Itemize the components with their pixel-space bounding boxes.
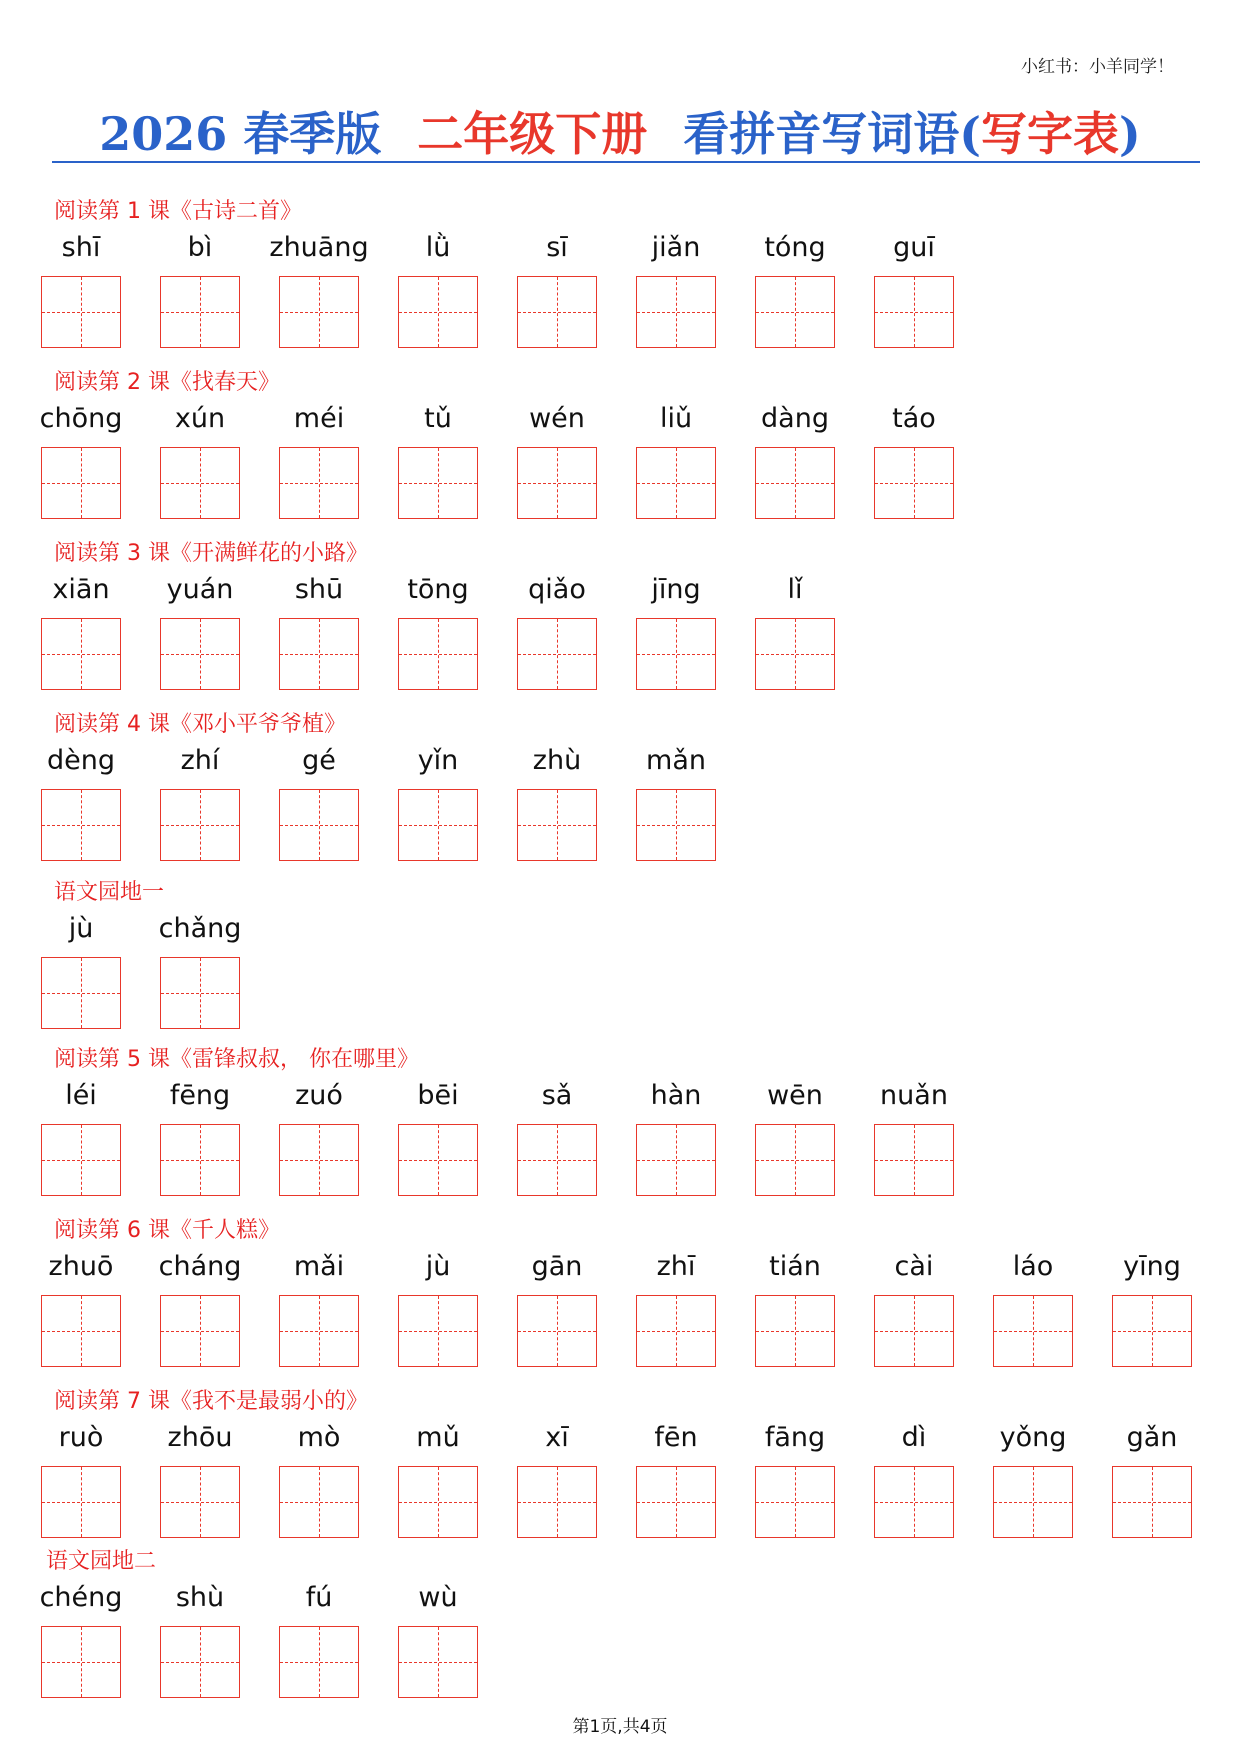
pinyin-label: táo (892, 403, 936, 434)
grid-guide-horizontal (280, 825, 358, 826)
pinyin-label: mǎn (646, 745, 706, 776)
pinyin-label: hàn (650, 1080, 702, 1111)
page-number: 第1页,共4页 (572, 1717, 668, 1737)
grid-guide-horizontal (518, 654, 596, 655)
writing-grid-box[interactable] (636, 618, 716, 690)
grid-guide-horizontal (42, 825, 120, 826)
title-underline (52, 161, 1200, 163)
pinyin-label: gān (531, 1251, 583, 1282)
grid-guide-horizontal (637, 1502, 715, 1503)
writing-grid-box[interactable] (874, 276, 954, 348)
writing-grid-box[interactable] (398, 1124, 478, 1196)
grid-guide-horizontal (399, 1662, 477, 1663)
grid-guide-horizontal (518, 1502, 596, 1503)
grid-guide-horizontal (637, 1331, 715, 1332)
pinyin-label: wēn (767, 1080, 823, 1111)
writing-grid-box[interactable] (1112, 1295, 1192, 1367)
lesson-title: 阅读第 2 课《找春天》 (54, 370, 280, 395)
grid-guide-horizontal (756, 483, 834, 484)
pinyin-label: qiǎo (528, 574, 586, 605)
writing-grid-box[interactable] (636, 276, 716, 348)
grid-guide-horizontal (161, 654, 239, 655)
grid-guide-horizontal (161, 1331, 239, 1332)
writing-grid-box[interactable] (398, 1295, 478, 1367)
pinyin-label: fēn (654, 1422, 698, 1453)
grid-guide-horizontal (518, 825, 596, 826)
grid-guide-horizontal (399, 825, 477, 826)
pinyin-label: ruò (58, 1422, 104, 1453)
writing-grid-box[interactable] (41, 789, 121, 861)
writing-grid-box[interactable] (755, 618, 835, 690)
writing-grid-box[interactable] (279, 1466, 359, 1538)
writing-grid-box[interactable] (755, 1466, 835, 1538)
pinyin-label: yǐn (417, 745, 459, 776)
pinyin-label: tǔ (424, 403, 452, 434)
writing-grid-box[interactable] (755, 1124, 835, 1196)
writing-grid-box[interactable] (279, 789, 359, 861)
grid-guide-horizontal (161, 1160, 239, 1161)
grid-guide-horizontal (42, 654, 120, 655)
grid-guide-horizontal (42, 1662, 120, 1663)
pinyin-label: zhuō (48, 1251, 114, 1282)
writing-grid-box[interactable] (398, 1466, 478, 1538)
grid-guide-horizontal (518, 312, 596, 313)
grid-guide-horizontal (1113, 1331, 1191, 1332)
grid-guide-horizontal (399, 654, 477, 655)
pinyin-label: mò (297, 1422, 341, 1453)
writing-grid-box[interactable] (517, 618, 597, 690)
writing-grid-box[interactable] (398, 447, 478, 519)
writing-grid-box[interactable] (398, 1626, 478, 1698)
writing-grid-box[interactable] (279, 1124, 359, 1196)
grid-guide-horizontal (399, 483, 477, 484)
grid-guide-horizontal (161, 1502, 239, 1503)
grid-guide-horizontal (42, 1502, 120, 1503)
writing-grid-box[interactable] (636, 1124, 716, 1196)
grid-guide-horizontal (42, 312, 120, 313)
writing-grid-box[interactable] (160, 1626, 240, 1698)
pinyin-label: yǒng (999, 1422, 1067, 1453)
writing-grid-box[interactable] (874, 1295, 954, 1367)
pinyin-label: bēi (417, 1080, 459, 1111)
writing-grid-box[interactable] (41, 957, 121, 1029)
pinyin-label: fú (305, 1582, 333, 1613)
writing-grid-box[interactable] (636, 1295, 716, 1367)
grid-guide-horizontal (42, 1331, 120, 1332)
writing-grid-box[interactable] (160, 276, 240, 348)
writing-grid-box[interactable] (517, 789, 597, 861)
grid-guide-horizontal (875, 483, 953, 484)
writing-grid-box[interactable] (41, 276, 121, 348)
grid-guide-horizontal (399, 1331, 477, 1332)
pinyin-label: xiān (52, 574, 110, 605)
pinyin-label: fāng (764, 1422, 826, 1453)
writing-grid-box[interactable] (517, 1466, 597, 1538)
pinyin-label: zhī (656, 1251, 696, 1282)
writing-grid-box[interactable] (160, 447, 240, 519)
pinyin-label: zuó (295, 1080, 343, 1111)
writing-grid-box[interactable] (993, 1295, 1073, 1367)
grid-guide-horizontal (518, 1160, 596, 1161)
writing-grid-box[interactable] (160, 957, 240, 1029)
grid-guide-horizontal (161, 483, 239, 484)
writing-grid-box[interactable] (517, 276, 597, 348)
title-table: 写字表 (981, 107, 1120, 161)
grid-guide-horizontal (399, 1160, 477, 1161)
pinyin-label: jiǎn (651, 232, 701, 263)
grid-guide-horizontal (756, 312, 834, 313)
grid-guide-horizontal (42, 483, 120, 484)
pinyin-label: shī (61, 232, 101, 263)
pinyin-label: gé (302, 745, 336, 776)
grid-guide-horizontal (280, 1160, 358, 1161)
pinyin-label: jù (68, 913, 94, 944)
title-task: 看拼音写词语( (683, 107, 982, 161)
pinyin-label: zhuāng (269, 232, 369, 263)
writing-grid-box[interactable] (874, 1124, 954, 1196)
pinyin-label: sǎ (541, 1080, 573, 1111)
grid-guide-horizontal (518, 1331, 596, 1332)
writing-grid-box[interactable] (279, 618, 359, 690)
writing-grid-box[interactable] (279, 1626, 359, 1698)
grid-guide-horizontal (756, 1160, 834, 1161)
title-edition: 2026 春季版 (99, 107, 382, 161)
writing-grid-box[interactable] (41, 1466, 121, 1538)
writing-grid-box[interactable] (755, 447, 835, 519)
writing-grid-box[interactable] (160, 1466, 240, 1538)
writing-grid-box[interactable] (398, 789, 478, 861)
pinyin-label: shū (294, 574, 344, 605)
writing-grid-box[interactable] (636, 789, 716, 861)
pinyin-label: liǔ (659, 403, 693, 434)
grid-guide-horizontal (280, 1502, 358, 1503)
pinyin-label: yīng (1123, 1251, 1181, 1282)
pinyin-label: lǐ (787, 574, 803, 605)
pinyin-label: cháng (158, 1251, 242, 1282)
pinyin-label: yuán (166, 574, 234, 605)
title-close: ) (1119, 107, 1141, 161)
grid-guide-horizontal (875, 1331, 953, 1332)
writing-grid-box[interactable] (279, 276, 359, 348)
pinyin-label: mǎi (293, 1251, 345, 1282)
pinyin-label: bì (187, 232, 213, 263)
pinyin-label: jù (425, 1251, 451, 1282)
grid-guide-horizontal (42, 1160, 120, 1161)
writing-grid-box[interactable] (398, 618, 478, 690)
grid-guide-horizontal (637, 312, 715, 313)
pinyin-label: cài (894, 1251, 934, 1282)
lesson-title: 阅读第 3 课《开满鲜花的小路》 (54, 541, 368, 566)
grid-guide-horizontal (399, 312, 477, 313)
grid-guide-horizontal (518, 483, 596, 484)
lesson-title: 语文园地一 (54, 880, 165, 905)
writing-grid-box[interactable] (636, 1466, 716, 1538)
grid-guide-horizontal (637, 1160, 715, 1161)
grid-guide-horizontal (1113, 1502, 1191, 1503)
grid-guide-horizontal (161, 993, 239, 994)
grid-guide-horizontal (637, 654, 715, 655)
pinyin-label: dèng (46, 745, 115, 776)
writing-grid-box[interactable] (874, 447, 954, 519)
grid-guide-horizontal (994, 1502, 1072, 1503)
grid-guide-horizontal (756, 1331, 834, 1332)
pinyin-label: chōng (39, 403, 123, 434)
pinyin-label: chéng (39, 1582, 123, 1613)
grid-guide-horizontal (637, 825, 715, 826)
pinyin-label: méi (293, 403, 345, 434)
grid-guide-horizontal (280, 1662, 358, 1663)
grid-guide-horizontal (280, 483, 358, 484)
writing-grid-box[interactable] (41, 1124, 121, 1196)
pinyin-label: chǎng (158, 913, 242, 944)
writing-grid-box[interactable] (279, 447, 359, 519)
writing-grid-box[interactable] (41, 1295, 121, 1367)
grid-guide-horizontal (280, 1331, 358, 1332)
pinyin-label: mǔ (416, 1422, 460, 1453)
grid-guide-horizontal (875, 312, 953, 313)
writing-grid-box[interactable] (993, 1466, 1073, 1538)
title-grade: 二年级下册 (417, 107, 648, 161)
grid-guide-horizontal (637, 483, 715, 484)
pinyin-label: tóng (764, 232, 826, 263)
pinyin-label: xī (545, 1422, 569, 1453)
writing-grid-box[interactable] (160, 618, 240, 690)
writing-grid-box[interactable] (755, 276, 835, 348)
writing-grid-box[interactable] (755, 1295, 835, 1367)
grid-guide-horizontal (280, 312, 358, 313)
pinyin-label: wù (418, 1582, 458, 1613)
grid-guide-horizontal (42, 993, 120, 994)
writing-grid-box[interactable] (160, 789, 240, 861)
lesson-title: 阅读第 5 课《雷锋叔叔， 你在哪里》 (54, 1047, 419, 1072)
writing-grid-box[interactable] (1112, 1466, 1192, 1538)
pinyin-label: zhù (532, 745, 582, 776)
pinyin-label: dàng (761, 403, 829, 434)
writing-grid-box[interactable] (160, 1295, 240, 1367)
pinyin-label: léi (65, 1080, 97, 1111)
grid-guide-horizontal (756, 1502, 834, 1503)
writing-grid-box[interactable] (874, 1466, 954, 1538)
writing-grid-box[interactable] (517, 447, 597, 519)
grid-guide-horizontal (161, 825, 239, 826)
pinyin-label: gǎn (1126, 1422, 1178, 1453)
grid-guide-horizontal (161, 1662, 239, 1663)
lesson-title: 阅读第 1 课《古诗二首》 (54, 199, 302, 224)
writing-grid-box[interactable] (517, 1295, 597, 1367)
lesson-title: 阅读第 4 课《邓小平爷爷植》 (54, 712, 346, 737)
page-title (0, 104, 1240, 164)
writing-grid-box[interactable] (279, 1295, 359, 1367)
pinyin-label: zhōu (167, 1422, 233, 1453)
pinyin-label: fēng (169, 1080, 231, 1111)
grid-guide-horizontal (756, 654, 834, 655)
pinyin-label: shù (175, 1582, 225, 1613)
pinyin-label: láo (1012, 1251, 1054, 1282)
lesson-title: 阅读第 7 课《我不是最弱小的》 (54, 1389, 368, 1414)
pinyin-label: wén (529, 403, 585, 434)
pinyin-label: guī (893, 232, 935, 263)
writing-grid-box[interactable] (41, 1626, 121, 1698)
pinyin-label: dì (901, 1422, 927, 1453)
pinyin-label: tōng (407, 574, 469, 605)
watermark-text: 小红书：小羊同学！ (1021, 57, 1174, 77)
grid-guide-horizontal (399, 1502, 477, 1503)
grid-guide-horizontal (161, 312, 239, 313)
pinyin-label: sī (546, 232, 568, 263)
writing-grid-box[interactable] (517, 1124, 597, 1196)
lesson-title: 阅读第 6 课《千人糕》 (54, 1218, 280, 1243)
lesson-title: 语文园地二 (46, 1549, 157, 1574)
writing-grid-box[interactable] (41, 447, 121, 519)
writing-grid-box[interactable] (41, 618, 121, 690)
pinyin-label: nuǎn (880, 1080, 948, 1111)
writing-grid-box[interactable] (636, 447, 716, 519)
grid-guide-horizontal (875, 1160, 953, 1161)
pinyin-label: zhí (180, 745, 220, 776)
writing-grid-box[interactable] (398, 276, 478, 348)
pinyin-label: tián (769, 1251, 821, 1282)
pinyin-label: jīng (651, 574, 701, 605)
grid-guide-horizontal (875, 1502, 953, 1503)
grid-guide-horizontal (280, 654, 358, 655)
pinyin-label: xún (174, 403, 226, 434)
pinyin-label: lǜ (425, 232, 451, 263)
writing-grid-box[interactable] (160, 1124, 240, 1196)
grid-guide-horizontal (994, 1331, 1072, 1332)
